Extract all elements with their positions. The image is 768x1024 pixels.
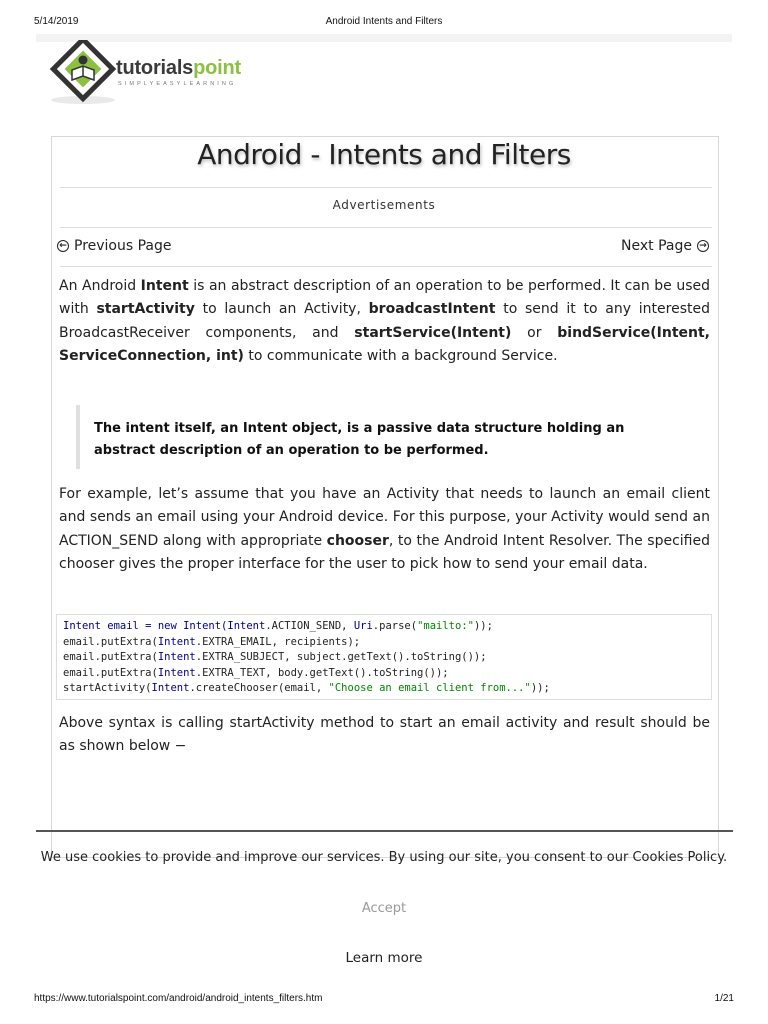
code-line: email.putExtra(Intent.EXTRA_TEXT, body.getText().toString()); bbox=[63, 666, 449, 679]
previous-page-link[interactable] bbox=[57, 238, 172, 254]
site-logo[interactable] bbox=[50, 40, 280, 106]
logo-name-main: tutorials bbox=[116, 57, 194, 79]
print-page-number: 1/21 bbox=[714, 993, 734, 1004]
term-startservice: startService(Intent) bbox=[354, 324, 512, 341]
code-line: startActivity(Intent.createChooser(email, "Choose an email client from...")); bbox=[63, 682, 550, 695]
tutorialspoint-logo-icon bbox=[50, 40, 120, 106]
example-paragraph: For example, let’s assume that you have an Activity that needs to launch an email client and sends an email using your Android device. For this purpose, your Activity would send an ACTION_SEND along with appropriate chooser, to the Android Intent Resolver. The specified chooser gives the proper interface for the user to pick how to send your email data. bbox=[59, 486, 710, 572]
code-block[interactable] bbox=[56, 614, 712, 700]
page-title: Android - Intents and Filters bbox=[197, 138, 571, 171]
term-bindservice: bindService(Intent, ServiceConnection, int) bbox=[59, 324, 710, 364]
print-title: Android Intents and Filters bbox=[325, 16, 443, 27]
next-page-link[interactable] bbox=[621, 238, 709, 254]
learn-more-link[interactable]: Learn more bbox=[345, 950, 423, 966]
blockquote bbox=[76, 405, 690, 469]
cookie-notice-text: We use cookies to provide and improve our services. By using our site, you consent to our Cookies Policy. bbox=[40, 850, 728, 865]
print-url: https://www.tutorialspoint.com/android/android_intents_filters.htm bbox=[34, 993, 323, 1004]
logo-tagline: SIMPLYEASYLEARNING bbox=[118, 81, 237, 87]
code-line: email.putExtra(Intent.EXTRA_SUBJECT, subject.getText().toString()); bbox=[63, 651, 487, 664]
term-broadcastintent: broadcastIntent bbox=[368, 301, 496, 318]
blockquote-text: The intent itself, an Intent object, is a passive data structure holding an abstract description of an operation to be performed. bbox=[94, 421, 625, 458]
arrow-left-circle-icon: ← bbox=[57, 240, 69, 252]
term-startactivity: startActivity bbox=[96, 301, 195, 318]
code-line: Intent email = new Intent(Intent.ACTION_SEND, Uri.parse("mailto:")); bbox=[63, 620, 493, 632]
divider bbox=[60, 187, 712, 188]
ads-label: Advertisements bbox=[332, 198, 436, 212]
next-page-label: Next Page bbox=[621, 238, 692, 254]
accept-cookies-button[interactable]: Accept bbox=[361, 901, 407, 916]
divider bbox=[60, 227, 712, 228]
logo-name-accent: point bbox=[193, 57, 241, 79]
intro-paragraph: An Android Intent is an abstract description of an operation to be performed. It can be used with startActivity to launch an Activity, broadcastIntent to send it to any interested BroadcastReceiver components, and startService(Intent) or bindService(Intent, ServiceConnection, int) to communicate with a background Service. bbox=[59, 278, 710, 364]
cookie-banner-border bbox=[36, 830, 733, 832]
print-date: 5/14/2019 bbox=[34, 16, 79, 27]
term-chooser: chooser bbox=[326, 532, 389, 549]
code-line: email.putExtra(Intent.EXTRA_EMAIL, recipients); bbox=[63, 635, 361, 648]
divider bbox=[60, 266, 712, 267]
term-intent: Intent bbox=[140, 278, 189, 294]
logo-wordmark bbox=[116, 57, 241, 80]
result-paragraph: Above syntax is calling startActivity method to start an email activity and result should be as shown below − bbox=[59, 715, 710, 755]
previous-page-label: Previous Page bbox=[74, 238, 172, 254]
arrow-right-circle-icon: → bbox=[697, 240, 709, 252]
